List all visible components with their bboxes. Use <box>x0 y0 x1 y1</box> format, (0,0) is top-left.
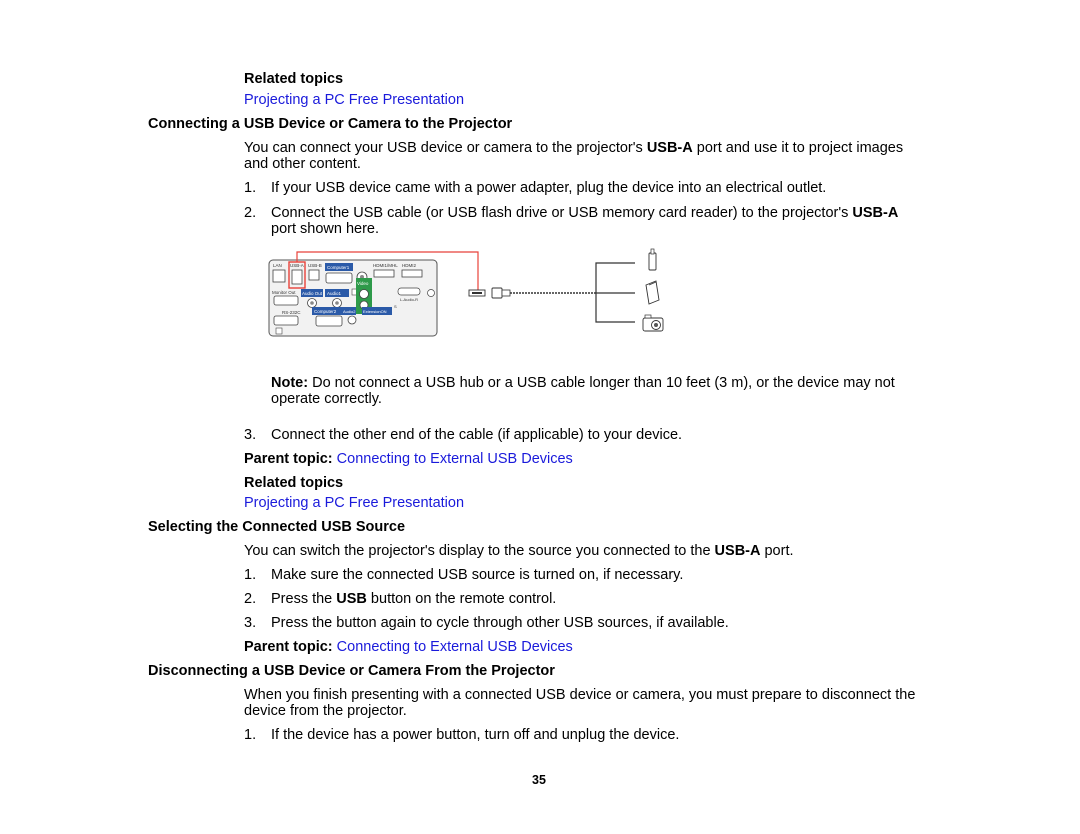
intro-paragraph <box>244 543 794 560</box>
step-number: 2. <box>244 205 257 221</box>
step-port-name: USB-A <box>852 205 899 221</box>
computer1-label: Computer1 <box>327 265 350 270</box>
step-text: Make sure the connected USB source is turned on, if necessary. <box>271 567 684 583</box>
hdmi1-label: HDMI1/MHL <box>373 263 398 268</box>
note-text: Do not connect a USB hub or a USB cable longer than 10 feet (3 m), or the device may not <box>308 375 895 391</box>
card-reader-icon <box>646 281 659 304</box>
usb-b-label: USB-B <box>308 263 322 268</box>
parent-topic <box>244 639 573 656</box>
monitor-out-label: Monitor Out <box>272 290 296 295</box>
step-text-pre: Connect the USB cable (or USB flash drive or USB memory card reader) to the projector's <box>271 205 853 221</box>
usb-flash-drive-icon <box>649 249 656 270</box>
intro-paragraph <box>244 140 903 157</box>
section-heading-disconnecting: Disconnecting a USB Device or Camera From the Projector <box>148 663 555 679</box>
video-label: Video <box>357 281 369 286</box>
page-number: 35 <box>532 773 546 787</box>
camera-icon <box>643 315 663 331</box>
s-label: S <box>394 304 397 309</box>
section-heading-connecting: Connecting a USB Device or Camera to the Projector <box>148 116 513 132</box>
intro-text-post: port. <box>760 543 794 559</box>
intro-port-name: USB-A <box>714 543 761 559</box>
audio1-label: Audio1 <box>327 291 342 296</box>
step-number: 2. <box>244 591 257 607</box>
parent-topic-link[interactable]: Connecting to External USB Devices <box>336 639 573 655</box>
related-topics-heading: Related topics <box>244 475 344 491</box>
related-topics-heading: Related topics <box>244 71 344 87</box>
projector-port-panel <box>269 260 437 336</box>
step-text-line2: port shown here. <box>271 221 380 237</box>
step-text: If the device has a power button, turn off and unplug the device. <box>271 727 680 743</box>
intro-paragraph-line2: and other content. <box>244 156 361 172</box>
usb-a-label: USB-A <box>290 263 304 268</box>
note-label: Note: <box>271 375 309 391</box>
note-paragraph-line2: operate correctly. <box>271 391 382 407</box>
parent-topic-link[interactable]: Connecting to External USB Devices <box>336 451 573 467</box>
hdmi2-label: HDMI2 <box>402 263 417 268</box>
rs232c-label: RS-232C <box>282 310 301 315</box>
step-text <box>271 591 556 608</box>
usb-button-name: USB <box>336 591 367 607</box>
intro-paragraph-line2: device from the projector. <box>244 703 407 719</box>
intro-port-name: USB-A <box>646 140 693 156</box>
intro-text-pre: You can switch the projector's display to the source you connected to the <box>244 543 715 559</box>
audio2-label: Audio2 <box>343 309 356 314</box>
note-paragraph <box>271 375 895 392</box>
audio-out-label: Audio Out <box>302 291 323 296</box>
step-number: 3. <box>244 427 257 443</box>
parent-topic <box>244 451 573 468</box>
related-topic-link[interactable]: Projecting a PC Free Presentation <box>244 92 465 108</box>
related-topic-link[interactable]: Projecting a PC Free Presentation <box>244 495 465 511</box>
usb-cable-icon <box>492 288 596 298</box>
extension-label: ExtensionON <box>363 309 387 314</box>
step-text: If your USB device came with a power adapter, plug the device into an electrical outlet. <box>271 180 827 196</box>
step-number: 3. <box>244 615 257 631</box>
step-text: Connect the other end of the cable (if applicable) to your device. <box>271 427 683 443</box>
step-number: 1. <box>244 727 257 743</box>
intro-paragraph: When you finish presenting with a connected USB device or camera, you must prepare to disconnect the <box>244 687 916 703</box>
computer2-label: Computer2 <box>314 309 337 314</box>
usb-a-port <box>292 270 302 284</box>
parent-topic-label: Parent topic: <box>244 451 333 467</box>
step-number: 1. <box>244 180 257 196</box>
step-text: Press the button again to cycle through other USB sources, if available. <box>271 615 729 631</box>
lan-label: LAN <box>273 263 282 268</box>
parent-topic-label: Parent topic: <box>244 639 333 655</box>
step-text <box>271 205 898 222</box>
step-text-pre: Press the <box>271 591 337 607</box>
step-number: 1. <box>244 567 257 583</box>
section-heading-selecting: Selecting the Connected USB Source <box>148 519 406 535</box>
l-audio-r-label: L-Audio-R <box>400 297 419 302</box>
intro-text-pre: You can connect your USB device or camera to the projector's <box>244 140 647 156</box>
intro-text-post: port and use it to project images <box>692 140 904 156</box>
usb-connection-diagram <box>268 248 668 340</box>
usb-plug-icon <box>469 290 485 296</box>
step-text-post: button on the remote control. <box>366 591 557 607</box>
